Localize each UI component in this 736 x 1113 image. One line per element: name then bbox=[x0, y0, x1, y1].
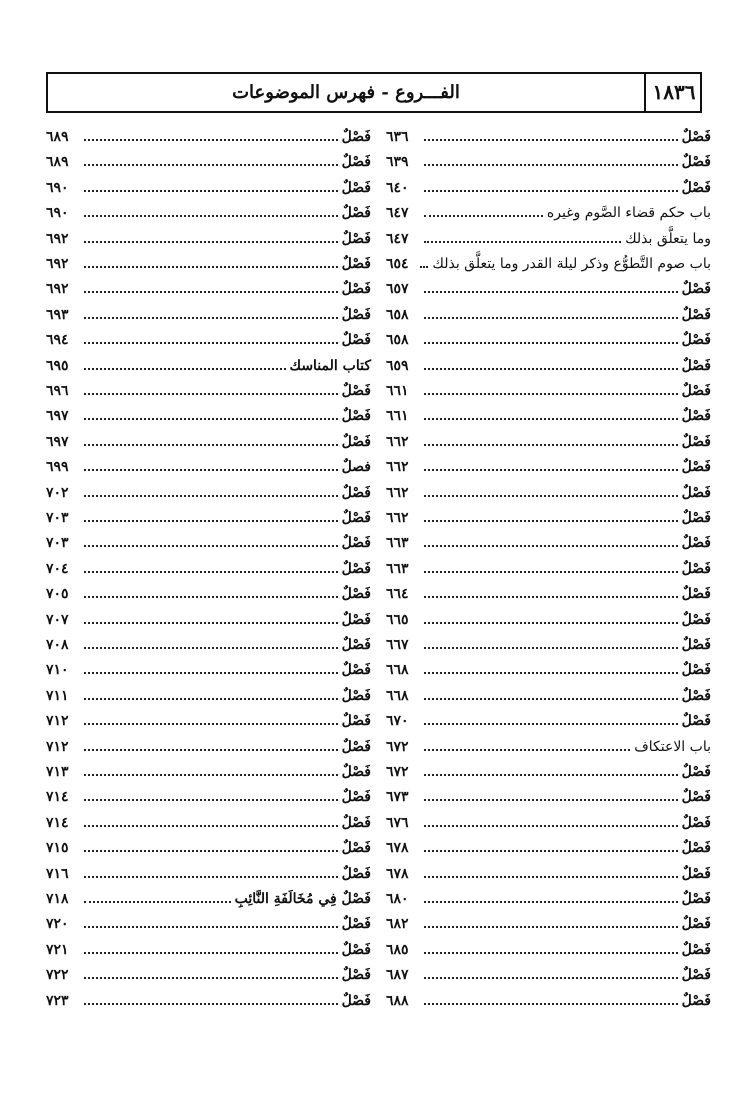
toc-entry bbox=[386, 679, 711, 704]
toc-entry-title: كتاب المناسك bbox=[289, 357, 371, 374]
toc-entry-page: ٦٩٢ bbox=[46, 256, 69, 272]
toc-entry bbox=[386, 730, 711, 755]
toc-entry-title: فَصْلٌ bbox=[341, 332, 371, 349]
dot-leader bbox=[424, 622, 678, 624]
toc-entry-page: ٦٩٢ bbox=[46, 230, 69, 247]
toc-entry bbox=[386, 526, 711, 551]
dot-leader bbox=[424, 469, 678, 471]
toc-entry-title: فَصْلٌ bbox=[681, 687, 711, 704]
toc-entry-page: ٧٠٣ bbox=[46, 535, 69, 552]
toc-entry bbox=[46, 857, 371, 882]
toc-entry-title: فَصْلٌ bbox=[681, 611, 711, 628]
toc-entry-page: ٧٠٣ bbox=[46, 510, 69, 526]
toc-entry-title: فَصْلٌ bbox=[681, 992, 711, 1009]
dot-leader bbox=[84, 393, 338, 395]
dot-leader bbox=[84, 291, 338, 293]
toc-entry bbox=[46, 425, 371, 450]
toc-column-left bbox=[46, 120, 371, 1010]
toc-entry-page: ٦٨٧ bbox=[386, 967, 409, 984]
toc-entry-page: ٦٩٣ bbox=[46, 306, 69, 323]
toc-entry bbox=[46, 145, 371, 170]
toc-entry-title: فَصْلٌ bbox=[681, 357, 711, 374]
dot-leader bbox=[84, 901, 231, 903]
toc-entry bbox=[386, 755, 711, 780]
toc-entry-page: ٦٧٢ bbox=[386, 738, 409, 755]
toc-entry-page: ٧١٣ bbox=[46, 764, 69, 780]
toc-entry-title: فَصْلٌ bbox=[341, 179, 371, 196]
toc-entry bbox=[46, 222, 371, 247]
toc-entry-title: فَصْلٌ bbox=[341, 535, 371, 552]
toc-entry-title: فَصْلٌ bbox=[681, 535, 711, 552]
toc-entry-page: ٦٩٥ bbox=[46, 357, 69, 374]
toc-entry-page: ٦٥٩ bbox=[386, 357, 409, 374]
toc-entry-title: فَصْلٌ bbox=[681, 179, 711, 196]
toc-entry bbox=[386, 298, 711, 323]
dot-leader bbox=[424, 672, 678, 674]
toc-entry bbox=[386, 247, 711, 272]
toc-entry-title: فَصْلٌ bbox=[341, 738, 371, 755]
toc-entry-title: وما يتعلَّق بذلك bbox=[625, 230, 711, 247]
toc-entry-title: باب حكم قضاء الصَّوم وغيره bbox=[546, 205, 711, 222]
toc-entry bbox=[46, 933, 371, 958]
toc-entry-page: ٧٠٤ bbox=[46, 560, 69, 577]
dot-leader bbox=[424, 952, 678, 954]
toc-entry bbox=[386, 145, 711, 170]
dot-leader bbox=[84, 774, 338, 776]
dot-leader bbox=[84, 672, 338, 674]
toc-entry bbox=[46, 552, 371, 577]
dot-leader bbox=[424, 190, 678, 192]
toc-entry-page: ٧٠٥ bbox=[46, 586, 69, 603]
toc-entry-page: ٧١٤ bbox=[46, 789, 69, 806]
toc-entry-page: ٦٦٢ bbox=[386, 459, 409, 476]
dot-leader bbox=[84, 266, 338, 268]
toc-entry-title: فَصْلٌ bbox=[341, 484, 371, 501]
toc-entry bbox=[46, 780, 371, 805]
dot-leader bbox=[424, 520, 678, 522]
dot-leader bbox=[84, 1003, 338, 1005]
toc-entry-title: فَصْلٌ bbox=[681, 154, 711, 171]
toc-entry-title: فَصْلٌ bbox=[681, 510, 711, 526]
toc-entry bbox=[46, 984, 371, 1009]
toc-entry bbox=[46, 196, 371, 221]
dot-leader bbox=[424, 825, 678, 827]
toc-entry-title: فَصْلٌ bbox=[341, 560, 371, 577]
dot-leader bbox=[424, 444, 678, 446]
toc-entry-page: ٦٦٣ bbox=[386, 560, 409, 577]
toc-entry-page: ٦٥٧ bbox=[386, 281, 409, 298]
toc-entry bbox=[386, 831, 711, 856]
toc-entry-page: ٦٦٢ bbox=[386, 510, 409, 526]
toc-entry-title: فَصْلٌ bbox=[681, 814, 711, 831]
toc-entry bbox=[386, 603, 711, 628]
toc-entry-title: فَصْلٌ bbox=[341, 713, 371, 730]
toc-entry-page: ٦٦٨ bbox=[386, 662, 409, 679]
toc-entry-title: فَصْلٌ bbox=[681, 891, 711, 907]
dot-leader bbox=[424, 723, 678, 725]
toc-entry-page: ٦٧٢ bbox=[386, 764, 409, 780]
toc-entry-page: ٧٢٠ bbox=[46, 916, 69, 933]
dot-leader bbox=[84, 241, 338, 243]
toc-entry-page: ٦٦٢ bbox=[386, 484, 409, 501]
toc-entry bbox=[46, 476, 371, 501]
dot-leader bbox=[424, 1003, 678, 1005]
toc-entry-title: فَصْلٌ bbox=[341, 510, 371, 526]
toc-entry-page: ٧١٢ bbox=[46, 738, 69, 755]
dot-leader bbox=[420, 266, 428, 268]
toc-entry bbox=[46, 171, 371, 196]
toc-entry-title: فَصْلٌ bbox=[341, 256, 371, 272]
dot-leader bbox=[424, 545, 678, 547]
dot-leader bbox=[84, 926, 338, 928]
toc-entry-page: ٦٦٨ bbox=[386, 687, 409, 704]
toc-entry bbox=[386, 425, 711, 450]
toc-entry bbox=[386, 222, 711, 247]
dot-leader bbox=[84, 495, 338, 497]
toc-entry-title: فَصْلٌ bbox=[341, 687, 371, 704]
toc-entry-title: فَصْلٌ bbox=[681, 941, 711, 958]
toc-entry-page: ٦٨٠ bbox=[386, 891, 409, 907]
toc-entry-title: فَصْلٌ bbox=[681, 764, 711, 780]
toc-entry-title: فَصْلٌ bbox=[681, 433, 711, 450]
toc-entry bbox=[46, 831, 371, 856]
toc-entry-title: فَصْلٌ فِي مُخَالَفَةِ النَّائِبِ bbox=[234, 891, 371, 907]
toc-entry-page: ٧٠٢ bbox=[46, 484, 69, 501]
dot-leader bbox=[424, 495, 678, 497]
toc-entry-title: فَصْلٌ bbox=[341, 764, 371, 780]
toc-entry-page: ٦٦١ bbox=[386, 383, 409, 399]
dot-leader bbox=[424, 596, 678, 598]
toc-entry bbox=[386, 907, 711, 932]
dot-leader bbox=[84, 850, 338, 852]
toc-entry bbox=[46, 501, 371, 526]
toc-entry-page: ٧١٨ bbox=[46, 891, 69, 907]
toc-entry bbox=[386, 272, 711, 297]
dot-leader bbox=[84, 647, 338, 649]
dot-leader bbox=[424, 139, 678, 141]
toc-entry bbox=[46, 907, 371, 932]
toc-entry-title: فَصْلٌ bbox=[681, 840, 711, 857]
toc-entry-title: فَصْلٌ bbox=[341, 941, 371, 958]
page-number: ١٨٣٦ bbox=[652, 80, 696, 104]
toc-entry-title: فَصْلٌ bbox=[341, 129, 371, 145]
toc-entry-title: باب صوم التَّطوُّع وذكر ليلة القدر وما يتعلَّق بذلك bbox=[432, 256, 711, 272]
toc-entry-title: فَصْلٌ bbox=[341, 637, 371, 653]
toc-entry-page: ٦٨٨ bbox=[386, 992, 409, 1009]
toc-entry bbox=[386, 628, 711, 653]
toc-entry-page: ٦٩٠ bbox=[46, 205, 69, 222]
toc-entry-title: فَصْلٌ bbox=[681, 281, 711, 298]
toc-entry-title: فَصْلٌ bbox=[341, 408, 371, 425]
toc-entry-title: فَصْلٌ bbox=[341, 230, 371, 247]
toc-entry-page: ٦٦١ bbox=[386, 408, 409, 425]
toc-entry bbox=[46, 679, 371, 704]
toc-entry-title: فَصْلٌ bbox=[341, 865, 371, 882]
toc-entry-page: ٦٦٣ bbox=[386, 535, 409, 552]
toc-entry-title: فَصْلٌ bbox=[681, 586, 711, 603]
toc-entry-page: ٦٨٩ bbox=[46, 129, 69, 145]
toc-entry-title: فَصْلٌ bbox=[681, 637, 711, 653]
toc-entry-title: فَصْلٌ bbox=[681, 332, 711, 349]
toc-entry-page: ٦٩٧ bbox=[46, 408, 69, 425]
toc-entry-title: فَصْلٌ bbox=[681, 916, 711, 933]
toc-entry-page: ٧١٤ bbox=[46, 814, 69, 831]
toc-entry bbox=[386, 780, 711, 805]
toc-entry-title: فَصْلٌ bbox=[341, 662, 371, 679]
toc-entry bbox=[386, 171, 711, 196]
dot-leader bbox=[84, 723, 338, 725]
toc-entry bbox=[386, 476, 711, 501]
toc-entry bbox=[46, 806, 371, 831]
toc-entry bbox=[386, 882, 711, 907]
toc-entry bbox=[386, 958, 711, 983]
toc-entry bbox=[386, 399, 711, 424]
toc-entry bbox=[46, 323, 371, 348]
toc-entry-page: ٦٨٥ bbox=[386, 941, 409, 958]
toc-entry bbox=[46, 349, 371, 374]
toc-entry bbox=[46, 374, 371, 399]
toc-entry-title: فَصْلٌ bbox=[341, 281, 371, 298]
toc-entry bbox=[386, 450, 711, 475]
toc-entry-page: ٦٥٤ bbox=[386, 256, 409, 272]
toc-entry-page: ٦٩٠ bbox=[46, 179, 69, 196]
toc-entry-page: ٧١٠ bbox=[46, 662, 69, 679]
toc-entry bbox=[46, 450, 371, 475]
toc-entry-page: ٦٩٦ bbox=[46, 383, 69, 399]
toc-entry bbox=[386, 704, 711, 729]
dot-leader bbox=[424, 926, 678, 928]
toc-column-right bbox=[386, 120, 711, 1010]
toc-entry-page: ٦٦٥ bbox=[386, 611, 409, 628]
toc-entry-page: ٦٤٧ bbox=[386, 205, 409, 222]
dot-leader bbox=[424, 393, 678, 395]
toc-entry bbox=[46, 755, 371, 780]
toc-entry-title: فَصْلٌ bbox=[681, 662, 711, 679]
toc-entry bbox=[386, 933, 711, 958]
toc-entry-page: ٦٧٣ bbox=[386, 789, 409, 806]
toc-entry-title: باب الاعتكاف bbox=[634, 738, 711, 755]
toc-entry-title: فَصْلٌ bbox=[681, 306, 711, 323]
dot-leader bbox=[424, 799, 678, 801]
toc-entry bbox=[386, 984, 711, 1009]
dot-leader bbox=[84, 799, 338, 801]
toc-entry-title: فَصْلٌ bbox=[341, 586, 371, 603]
toc-entry bbox=[386, 806, 711, 831]
toc-entry-page: ٧٢٢ bbox=[46, 967, 69, 984]
toc-entry-page: ٦٨٩ bbox=[46, 154, 69, 171]
toc-entry bbox=[386, 349, 711, 374]
toc-entry bbox=[386, 120, 711, 145]
toc-entry bbox=[46, 730, 371, 755]
dot-leader bbox=[84, 520, 338, 522]
dot-leader bbox=[84, 545, 338, 547]
toc-entry-page: ٦٧٨ bbox=[386, 840, 409, 857]
toc-entry-title: فَصْلٌ bbox=[681, 789, 711, 806]
toc-entry bbox=[386, 577, 711, 602]
toc-entry-page: ٧١٢ bbox=[46, 713, 69, 730]
toc-entry-title: فَصْلٌ bbox=[681, 967, 711, 984]
toc-entry-title: فَصْلٌ bbox=[681, 383, 711, 399]
toc-entry-title: فَصْلٌ bbox=[341, 433, 371, 450]
dot-leader bbox=[84, 571, 338, 573]
toc-entry-page: ٧٠٧ bbox=[46, 611, 69, 628]
toc-entry bbox=[386, 857, 711, 882]
toc-entry-page: ٦٤٧ bbox=[386, 230, 409, 247]
toc-entry bbox=[386, 552, 711, 577]
toc-entry-page: ٧١٥ bbox=[46, 840, 69, 857]
dot-leader bbox=[424, 291, 678, 293]
toc-entry-page: ٦٣٦ bbox=[386, 129, 409, 145]
toc-entry bbox=[46, 399, 371, 424]
dot-leader bbox=[84, 139, 338, 141]
dot-leader bbox=[424, 241, 621, 243]
toc-entry-page: ٦٣٩ bbox=[386, 154, 409, 171]
toc-entry-page: ٦٤٠ bbox=[386, 179, 409, 196]
toc-entry-title: فَصْلٌ bbox=[341, 154, 371, 171]
toc-entry bbox=[46, 603, 371, 628]
toc-entry-title: فَصْلٌ bbox=[681, 484, 711, 501]
dot-leader bbox=[424, 698, 678, 700]
dot-leader bbox=[84, 622, 338, 624]
dot-leader bbox=[84, 342, 338, 344]
toc-entry-title: فَصْلٌ bbox=[341, 992, 371, 1009]
dot-leader bbox=[424, 901, 678, 903]
dot-leader bbox=[424, 977, 678, 979]
toc-entry-page: ٦٩٩ bbox=[46, 459, 69, 476]
toc-entry bbox=[386, 323, 711, 348]
dot-leader bbox=[424, 368, 678, 370]
dot-leader bbox=[84, 698, 338, 700]
toc-entry-page: ٧٢٣ bbox=[46, 992, 69, 1009]
dot-leader bbox=[84, 444, 338, 446]
toc-entry-title: فَصْلٌ bbox=[341, 916, 371, 933]
toc-entry-page: ٧١٦ bbox=[46, 865, 69, 882]
toc-entry-title: فَصْلٌ bbox=[341, 967, 371, 984]
toc-entry bbox=[46, 704, 371, 729]
toc-entry-title: فَصْلٌ bbox=[341, 611, 371, 628]
toc-entry-title: فَصْلٌ bbox=[681, 713, 711, 730]
dot-leader bbox=[84, 977, 338, 979]
dot-leader bbox=[84, 749, 338, 751]
toc-entry-title: فَصْلٌ bbox=[681, 865, 711, 882]
toc-entry-page: ٦٨٢ bbox=[386, 916, 409, 933]
toc-entry-title: فَصْلٌ bbox=[681, 459, 711, 476]
toc-entry-page: ٦٩٤ bbox=[46, 332, 69, 349]
dot-leader bbox=[84, 215, 338, 217]
dot-leader bbox=[84, 190, 338, 192]
dot-leader bbox=[424, 647, 678, 649]
page-header bbox=[46, 72, 702, 113]
dot-leader bbox=[424, 876, 678, 878]
dot-leader bbox=[424, 749, 630, 751]
dot-leader bbox=[84, 418, 338, 420]
dot-leader bbox=[424, 418, 678, 420]
toc-entry-page: ٦٧٠ bbox=[386, 713, 409, 730]
toc-entry-page: ٦٦٧ bbox=[386, 637, 409, 653]
toc-entry-page: ٦٦٤ bbox=[386, 586, 409, 603]
dot-leader bbox=[424, 317, 678, 319]
toc-entry-page: ٦٥٨ bbox=[386, 306, 409, 323]
toc-entry bbox=[46, 526, 371, 551]
toc-entry-page: ٧٠٨ bbox=[46, 637, 69, 653]
toc-entry-title: فَصْلٌ bbox=[341, 814, 371, 831]
dot-leader bbox=[84, 317, 338, 319]
dot-leader bbox=[424, 850, 678, 852]
running-title: الفـــروع - فهرس الموضوعات bbox=[232, 82, 460, 103]
dot-leader bbox=[424, 571, 678, 573]
toc-entry-title: فَصْلٌ bbox=[341, 840, 371, 857]
dot-leader bbox=[424, 215, 543, 217]
toc-entry-title: فَصْلٌ bbox=[341, 205, 371, 222]
dot-leader bbox=[424, 342, 678, 344]
toc-entry bbox=[46, 247, 371, 272]
toc-entry-page: ٦٦٢ bbox=[386, 433, 409, 450]
toc-entry bbox=[386, 653, 711, 678]
toc-entry bbox=[46, 958, 371, 983]
toc-entry bbox=[386, 501, 711, 526]
dot-leader bbox=[84, 596, 338, 598]
toc-entry-title: فصلٌ bbox=[341, 459, 371, 476]
dot-leader bbox=[84, 368, 286, 370]
toc-entry bbox=[46, 298, 371, 323]
toc-entry-page: ٧١١ bbox=[46, 687, 69, 704]
toc-entry-page: ٦٩٢ bbox=[46, 281, 69, 298]
toc-entry bbox=[46, 272, 371, 297]
dot-leader bbox=[84, 952, 338, 954]
dot-leader bbox=[84, 825, 338, 827]
toc-entry-title: فَصْلٌ bbox=[341, 383, 371, 399]
toc-entry-page: ٦٧٦ bbox=[386, 814, 409, 831]
toc-entry bbox=[46, 882, 371, 907]
toc-entry bbox=[46, 653, 371, 678]
toc-entry-page: ٧٢١ bbox=[46, 941, 69, 958]
toc-entry-title: فَصْلٌ bbox=[341, 789, 371, 806]
toc-entry bbox=[386, 196, 711, 221]
toc-entry-title: فَصْلٌ bbox=[681, 408, 711, 425]
toc-entry bbox=[46, 628, 371, 653]
toc-entry-page: ٦٥٨ bbox=[386, 332, 409, 349]
dot-leader bbox=[424, 774, 678, 776]
toc-entry-page: ٦٧٨ bbox=[386, 865, 409, 882]
dot-leader bbox=[84, 164, 338, 166]
toc-entry-page: ٦٩٧ bbox=[46, 433, 69, 450]
toc-entry bbox=[46, 120, 371, 145]
dot-leader bbox=[84, 876, 338, 878]
toc-entry bbox=[386, 374, 711, 399]
toc-entry-title: فَصْلٌ bbox=[341, 306, 371, 323]
dot-leader bbox=[424, 164, 678, 166]
dot-leader bbox=[84, 469, 338, 471]
toc-entry-title: فَصْلٌ bbox=[681, 560, 711, 577]
toc-entry-title: فَصْلٌ bbox=[681, 129, 711, 145]
toc-entry bbox=[46, 577, 371, 602]
